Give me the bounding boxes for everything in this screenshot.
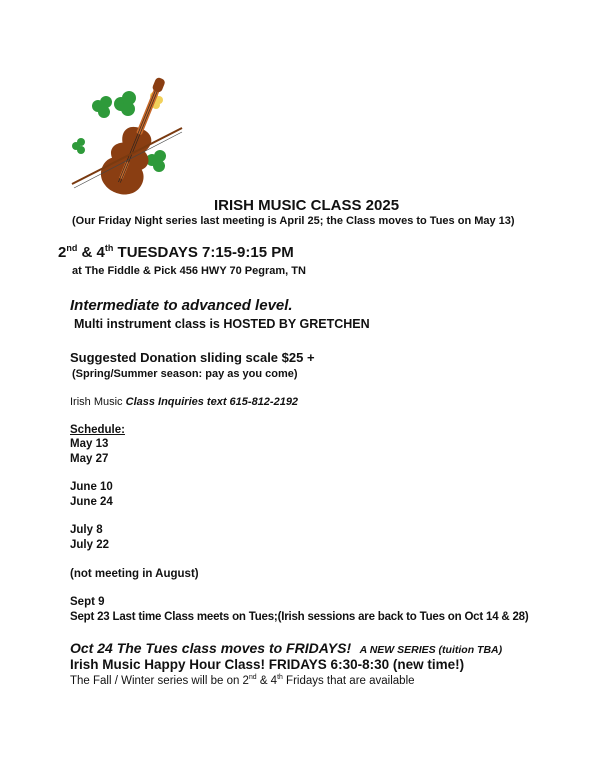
days-heading: 2nd & 4th TUESDAYS 7:15-9:15 PM xyxy=(58,243,294,261)
schedule-date: June 10 xyxy=(70,481,113,493)
schedule-date: May 27 xyxy=(70,453,109,465)
shamrock-icon xyxy=(92,96,112,118)
schedule-date: May 13 xyxy=(70,438,109,450)
schedule-date: June 24 xyxy=(70,496,113,508)
hosted-line: Multi instrument class is HOSTED BY GRETCHEN xyxy=(74,317,370,331)
page-title: IRISH MUSIC CLASS 2025 xyxy=(214,197,400,214)
schedule-date: Sept 9 xyxy=(70,596,105,608)
subtitle: (Our Friday Night series last meeting is April 25; the Class moves to Tues on May 13) xyxy=(72,215,515,227)
october-line: Oct 24 The Tues class moves to FRIDAYS! A NEW SERIES (tuition TBA) xyxy=(70,640,503,656)
shamrock-icon xyxy=(146,150,166,172)
shamrock-icon xyxy=(72,138,85,154)
violin-shamrock-illustration xyxy=(66,66,190,206)
location: at The Fiddle & Pick 456 HWY 70 Pegram, TN xyxy=(72,265,306,277)
fall-winter-line: The Fall / Winter series will be on 2nd & 4th Fridays that are available xyxy=(70,674,415,687)
season-line: (Spring/Summer season: pay as you come) xyxy=(72,368,298,380)
shamrock-icon xyxy=(114,91,136,116)
schedule-date: July 8 xyxy=(70,524,103,536)
happy-hour-line: Irish Music Happy Hour Class! FRIDAYS 6:30-8:30 (new time!) xyxy=(70,657,465,672)
sept23-note: Sept 23 Last time Class meets on Tues;(Irish sessions are back to Tues on Oct 14 & 28) xyxy=(70,611,529,623)
schedule-heading: Schedule: xyxy=(70,424,125,436)
inquiries-line: Irish Music Class Inquiries text 615-812-2192 xyxy=(70,396,299,408)
august-note: (not meeting in August) xyxy=(70,568,199,580)
donation-line: Suggested Donation sliding scale $25 + xyxy=(70,350,315,365)
schedule-date: July 22 xyxy=(70,539,109,551)
level-line: Intermediate to advanced level. xyxy=(70,297,293,314)
